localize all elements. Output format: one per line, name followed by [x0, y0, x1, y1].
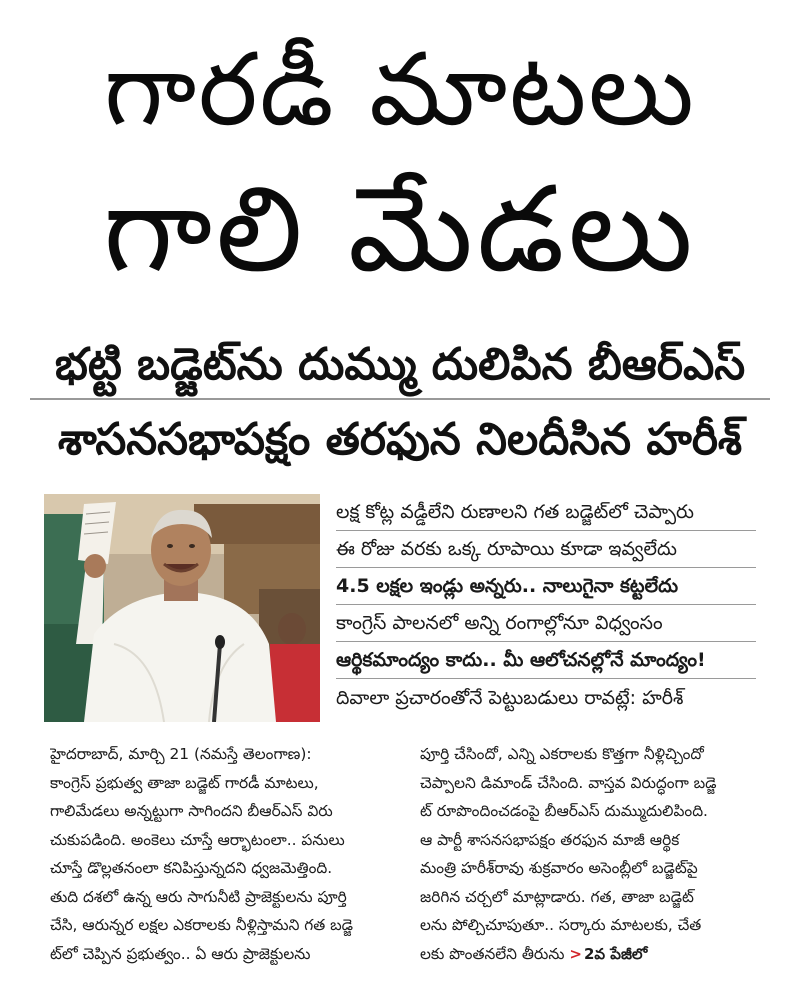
body-line: లను పోల్చిచూపుతూ.. సర్కారు మాటలకు, చేత — [420, 916, 702, 934]
quote-line: దివాలా ప్రచారంతోనే పెట్టుబడులు రావట్లే: హరీశ్ — [336, 687, 684, 709]
continued-page-link[interactable] — [569, 945, 647, 963]
body-line: చెప్పాలని డిమాండ్ చేసింది. వాస్తవ విరుద్ధంగా బడ్జె — [420, 773, 717, 792]
subheadline-2: శాసనసభాపక్షం తరఫున నిలదీసిన హరీశ్ — [57, 414, 743, 465]
body-line: తుది దశలో ఉన్న ఆరు సాగునీటి ప్రాజెక్టులను పూర్తి — [50, 887, 347, 906]
body-line: చుకుపడింది. అంకెలు చూస్తే ఆర్భాటంలా.. పనులు — [50, 830, 345, 849]
headline-line-1: గారడీ మాటలు — [104, 31, 696, 148]
speaker-photo — [44, 494, 320, 722]
body-line: ట్‌లో చెప్పిన ప్రభుత్వం.. ఏ ఆరు ప్రాజెక్టులను — [50, 944, 311, 963]
body-column-right — [420, 740, 780, 968]
body-line: మంత్రి హరీశ్‌రావు శుక్రవారం అసెంబ్లీలో బడ్జెట్‌పై — [420, 859, 698, 877]
body-line: గాలిమేడలు అన్నట్టుగా సాగిందని బీఆర్‌ఎస్ విరు — [50, 802, 333, 820]
body-line: ఆ పార్టీ శాసనసభాపక్షం తరఫున మాజీ ఆర్థిక — [420, 830, 680, 849]
body-line-last — [420, 940, 780, 969]
quote-line: ఆర్థికమాంద్యం కాదు.. మీ ఆలోచనల్లోనే మాంద్యం! — [336, 642, 756, 679]
jump-label: 2వ పేజీలో — [583, 944, 648, 963]
subheadline-1: భట్టి బడ్జెట్‌ను దుమ్ము దులిపిన బీఆర్‌ఎస్ — [54, 339, 746, 390]
subhead-divider — [30, 398, 770, 400]
body-line: జరిగిన చర్చలో మాట్లాడారు. గత, తాజా బడ్జెట్ — [420, 887, 694, 906]
quote-line: 4.5 లక్షల ఇండ్లు అన్నరు.. నాలుగైనా కట్టలేదు — [336, 568, 756, 605]
body-line: హైదరాబాద్, మార్చి 21 (నమస్తే తెలంగాణ): — [50, 745, 312, 763]
quote-line: లక్ష కోట్ల వడ్డీలేని రుణాలని గత బడ్జెట్‌లో చెప్పారు — [336, 494, 756, 531]
jump-arrow-icon: > — [569, 944, 582, 963]
body-line: చూస్తే డొల్లతనంలా కనిపిస్తున్నదని ధ్వజమెత్తింది. — [50, 859, 333, 877]
body-column-left — [50, 740, 400, 968]
body-line: పూర్తి చేసిందో, ఎన్ని ఎకరాలకు కొత్తగా నీళ్లిచ్చిందో — [420, 745, 704, 763]
body-line: ట్ రూపొందించడంపై బీఆర్‌ఎస్ దుమ్ముదులిపింది. — [420, 802, 708, 820]
quote-line: ఈ రోజు వరకు ఒక్క రూపాయి కూడా ఇవ్వలేదు — [336, 531, 756, 568]
headline-line-2: గాలి మేడలు — [103, 160, 697, 298]
body-line: కాంగ్రెస్ ప్రభుత్వ తాజా బడ్జెట్ గారడీ మాటలు, — [50, 773, 319, 792]
body-line-text: లకు పొంతనలేని తీరును — [420, 944, 565, 963]
body-line: చేసి, ఆరున్నర లక్షల ఎకరాలకు నీళ్లిస్తామని గత బడ్జె — [50, 916, 354, 934]
quote-line: కాంగ్రెస్ పాలనలో అన్ని రంగాల్లోనూ విధ్వంసం — [336, 605, 756, 642]
